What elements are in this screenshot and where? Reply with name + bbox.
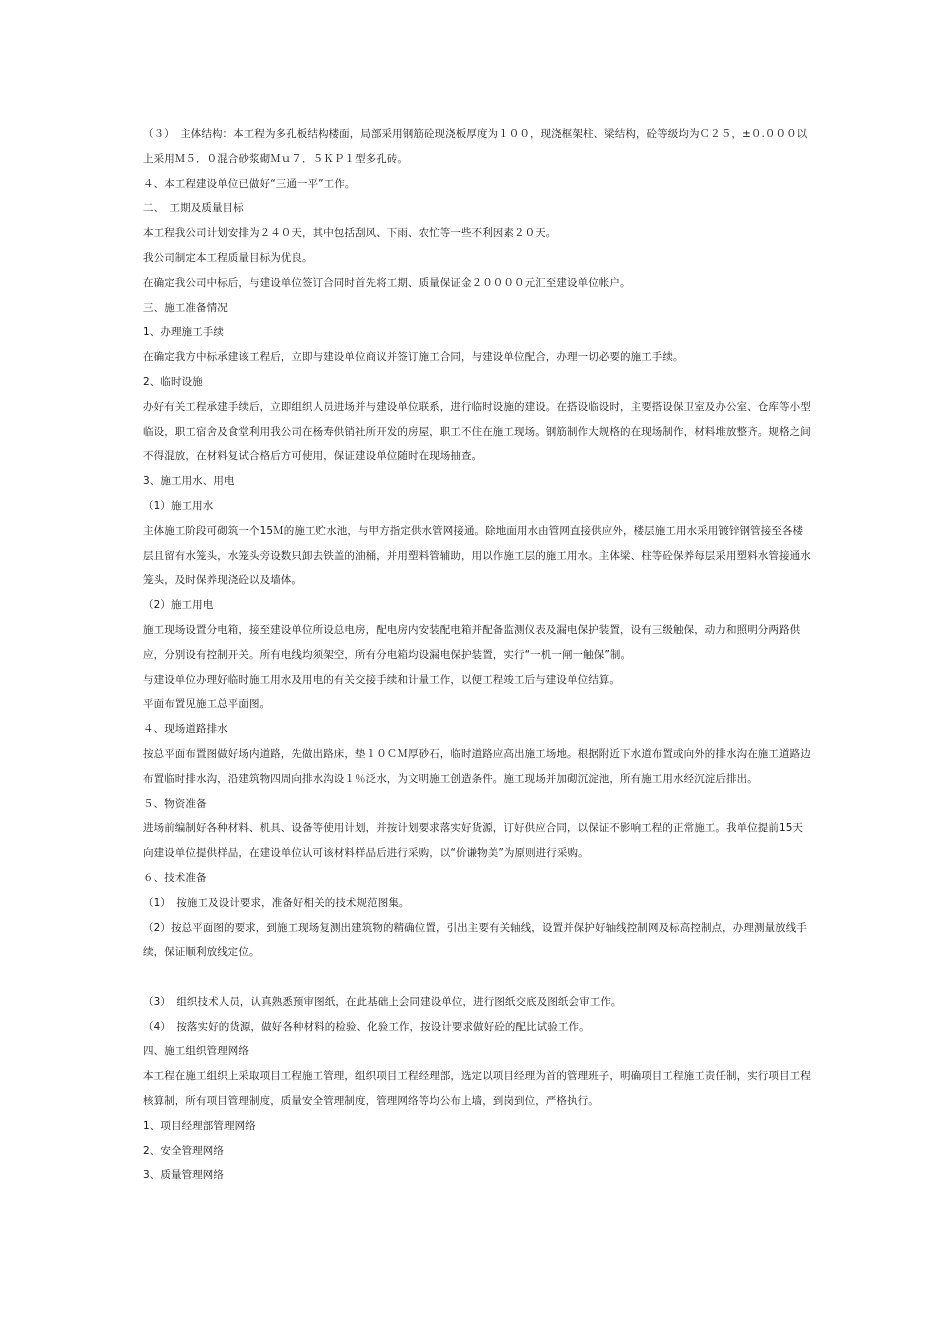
subheading-water: （1）施工用水 [143,499,214,512]
para-water: 主体施工阶段可砌筑一个15Ｍ的施工贮水池，与甲方指定供水管网接通。除地面用水由管网直接供应外，楼层施工用水采用镀锌钢管接至各楼层且留有水笼头，水笼头旁设数只卸去铁盖的油桶，并用塑料管辅助，用以作施工层的施工用水。主体梁、柱等砼保养每层采用塑料水管接通水笼头，及时保养现浇砼以及墙体。 [143,524,811,587]
subheading-materials: ５、物资准备 [143,797,207,810]
para-main-structure: （３） 主体结构：本工程为多孔板结构楼面，局部采用钢筋砼现浇板厚度为１００，现浇框架柱、梁结构，砼等级均为Ｃ２５，±０.０００以上采用Ｍ５．０混合砂浆砌Ｍｕ７．５ＫＰ１型多孔砖。 [143,128,808,165]
para-schedule: 本工程我公司计划安排为２４０天，其中包括刮风、下雨、农忙等一些不利因素２０天。 [143,227,557,240]
para-technical-2: （2）按总平面图的要求，到施工现场复测出建筑物的精确位置，引出主要有关轴线，设置并保护好轴线控制网及标高控制点，办理测量放线手续，保证顺利放线定位。 [143,921,807,959]
subheading-procedures: 1、办理施工手续 [143,326,224,339]
para-materials: 进场前编制好各种材料、机具、设备等使用计划，并按计划要求落实好货源，订好供应合同，以保证不影响工程的正常施工。我单位提前15天向建设单位提供样品，在建设单位认可该材料样品后进行采购，以“价谦物美”为原则进行采购。 [143,822,804,860]
para-technical-4: （4） 按落实好的货源，做好各种材料的检验、化验工作，按设计要求做好砼的配比试验工作。 [143,1020,590,1033]
para-power: 施工现场设置分电箱，接至建设单位所设总电房，配电房内安装配电箱并配备监测仪表及漏电保护装置，设有三级触保，动力和照明分两路供应，分别设有控制开关。所有电线均须架空，所有分电箱均设漏电保护装置，实行“一机一闸一触保”制。 [143,623,801,661]
heading-schedule-quality: 二、 工期及质量目标 [143,202,244,215]
heading-preparation: 三、施工准备情况 [143,301,228,314]
para-technical-1: （1） 按施工及设计要求，准备好相关的技术规范图集。 [143,896,410,909]
para-technical-3: （3） 组织技术人员，认真熟悉预审图纸，在此基础上会同建设单位，进行图纸交底及图纸会审工作。 [143,995,622,1008]
subheading-water-power: 3、施工用水、用电 [143,475,235,488]
subheading-power: （2）施工用电 [143,599,214,612]
para-temp-facilities: 办好有关工程承建手续后，立即组织人员进场并与建设单位联系，进行临时设施的建设。在搭设临设时，主要搭设保卫室及办公室、仓库等小型临设，职工宿舍及食堂利用我公司在杨寿供销社所开发的房屋，职工不住在施工现场。钢筋制作大规格的在现场制作，材料堆放整齐。规格之间不得混放，在材料复试合格后方可使用，保证建设单位随时在现场抽查。 [143,400,811,463]
list-item-safety-network: 2、安全管理网络 [143,1144,224,1157]
para-procedures: 在确定我方中标承建该工程后，立即与建设单位商议并签订施工合同，与建设单位配合，办理一切必要的施工手续。 [143,351,684,364]
para-deposit: 在确定我公司中标后，与建设单位签订合同时首先将工期、质量保证金２００００元汇至建设单位帐户。 [143,276,631,289]
document-body [143,122,813,1188]
para-three-links: ４、本工程建设单位已做好“三通一平”工作。 [143,177,356,190]
subheading-temp-facilities: 2、临时设施 [143,375,203,388]
para-quality-target: 我公司制定本工程质量目标为优良。 [143,251,313,264]
para-roads-drainage: 按总平面布置图做好场内道路，先做出路床，垫１０ＣＭ厚砂石，临时道路应高出施工场地。根据附近下水道布置或向外的排水沟在施工道路边布置临时排水沟，沿建筑物四周向排水沟设１％泛水，为文明施工创造条件。施工现场并加砌沉淀池，所有施工用水经沉淀后排出。 [143,747,811,785]
para-settlement: 与建设单位办理好临时施工用水及用电的有关交接手续和计量工作，以便工程竣工后与建设单位结算。 [143,673,620,686]
para-organization: 本工程在施工组织上采取项目工程施工管理，组织项目工程经理部，选定以项目经理为首的管理班子，明确项目工程施工责任制，实行项目工程核算制，所有项目管理制度，质量安全管理制度，管理网络等均公布上墙，到岗到位，严格执行。 [143,1070,811,1108]
list-item-pm-network: 1、项目经理部管理网络 [143,1119,256,1132]
heading-organization: 四、施工组织管理网络 [143,1045,249,1058]
para-layout-note: 平面布置见施工总平面图。 [143,698,271,711]
subheading-technical: ６、技术准备 [143,871,207,884]
subheading-roads-drainage: ４、现场道路排水 [143,723,228,736]
list-item-quality-network: 3、质量管理网络 [143,1169,224,1182]
